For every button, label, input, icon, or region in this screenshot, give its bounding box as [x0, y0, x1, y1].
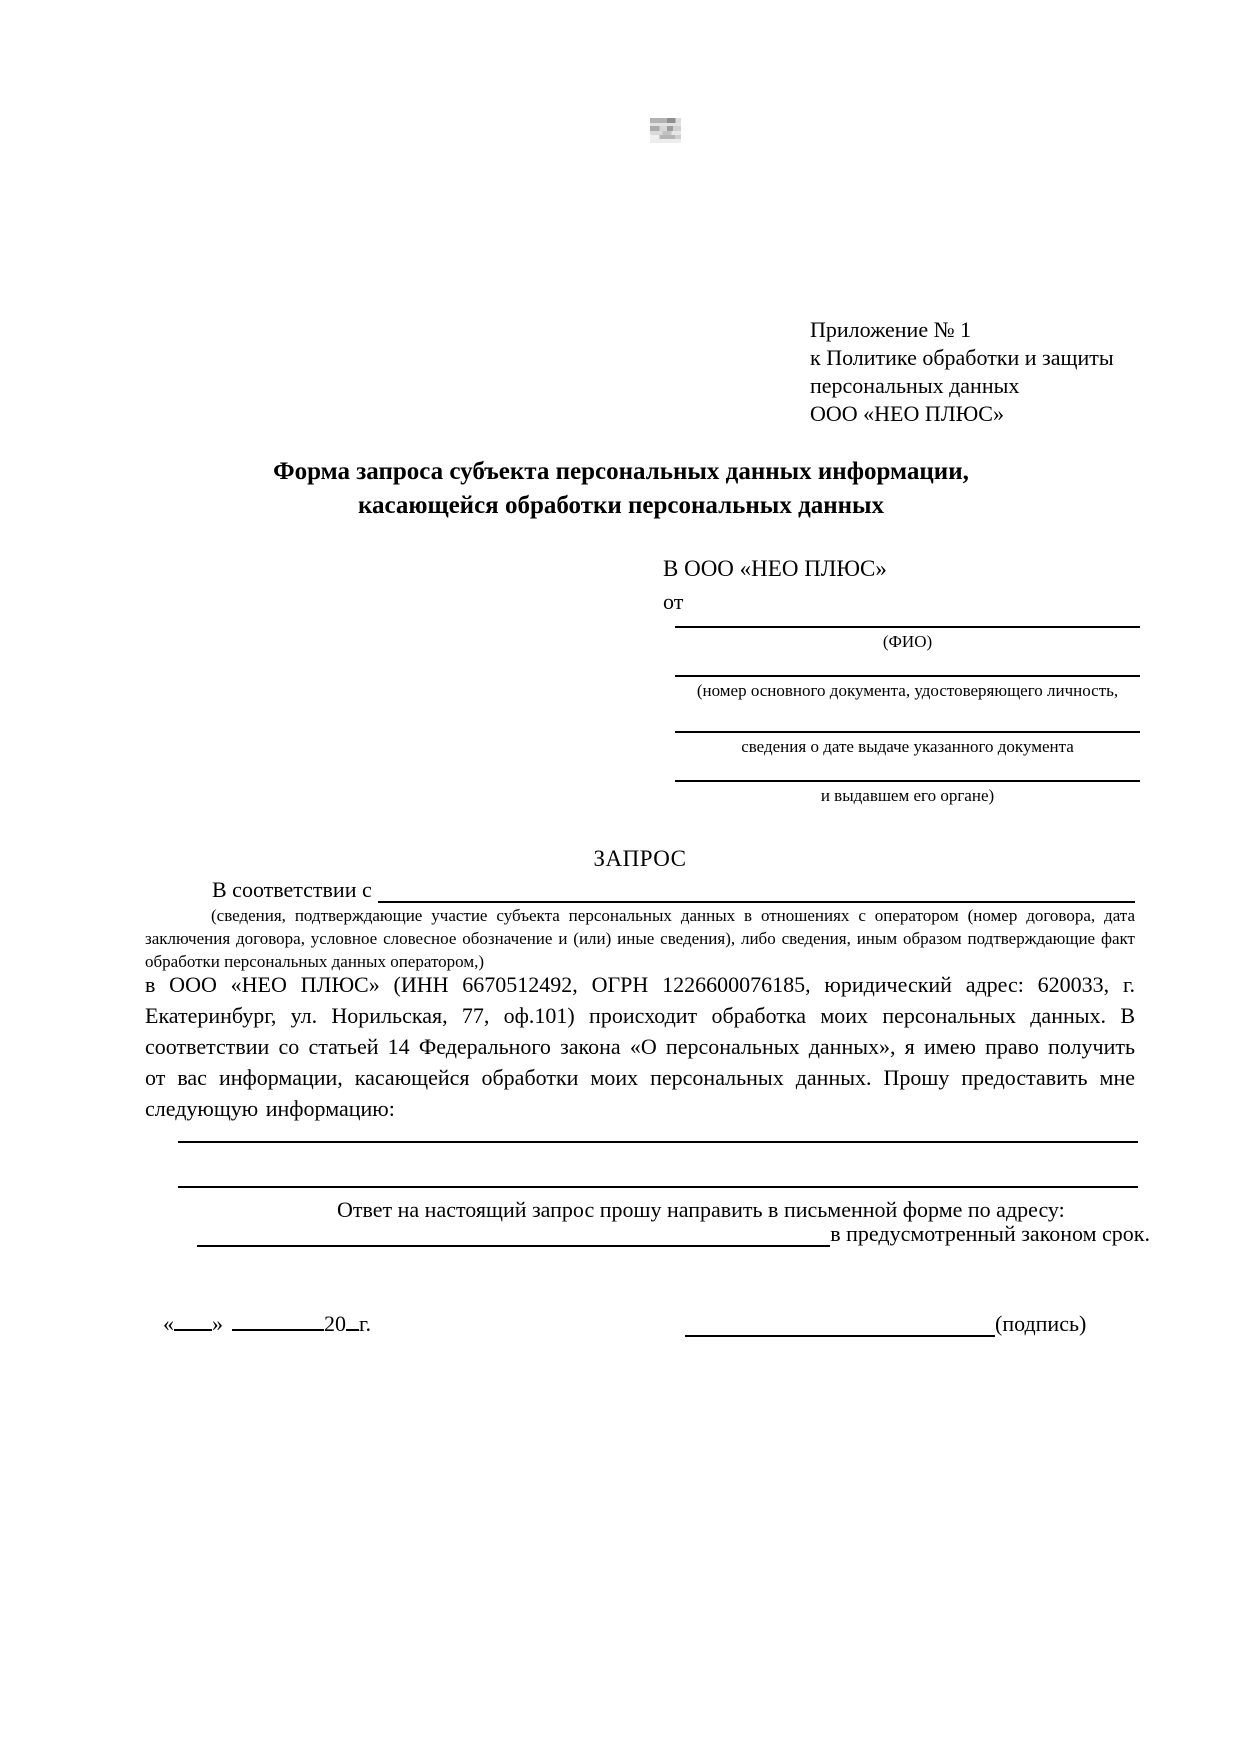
fio-caption: (ФИО)	[882, 632, 933, 651]
signature-line	[685, 1331, 995, 1337]
info-blank-line-2	[178, 1186, 1138, 1188]
doc-number-field-line	[675, 675, 1140, 677]
addressee-to: В ООО «НЕО ПЛЮС»	[663, 556, 887, 581]
intro-label: В соответствии с	[212, 877, 372, 902]
reply-deadline-row	[197, 1221, 1150, 1247]
document-logo-image	[650, 118, 681, 143]
fio-field-line	[675, 626, 1140, 628]
signature-caption: (подпись)	[995, 1311, 1087, 1336]
request-heading: ЗАПРОС	[593, 846, 687, 871]
date-field	[163, 1311, 371, 1337]
signature-row	[685, 1311, 1086, 1337]
annex-line: к Политике обработки и защиты	[810, 345, 1114, 370]
intro-blank-line	[378, 897, 1135, 903]
date-year-prefix: 20	[324, 1311, 346, 1336]
issue-org-field-line	[675, 780, 1140, 782]
page-title-line-2: касающейся обработки персональных данных	[357, 492, 885, 519]
reply-instruction: Ответ на настоящий запрос прошу направить в письменной форме по адресу:	[337, 1197, 1065, 1222]
annex-line: персональных данных	[810, 373, 1020, 398]
body-paragraph: в ООО «НЕО ПЛЮС» (ИНН 6670512492, ОГРН 1226600076185, юридический адрес: 620033, г. Екатеринбург, ул. Норильская, 77, оф.101) происходит обработка моих персональных данных. В соответствии со статьей 14 Федерального закона «О персональных данных», я имею право получить от вас информации, касающейся обработки моих персональных данных. Прошу предоставить мне следующую информацию:	[145, 972, 1135, 1121]
page-title	[0, 455, 1242, 523]
annex-line: Приложение № 1	[810, 317, 972, 342]
info-blank-line-1	[178, 1141, 1138, 1143]
issue-org-caption: и выдавшем его органе)	[820, 786, 995, 805]
reply-deadline-text: в предусмотренный законом срок.	[830, 1221, 1150, 1246]
page-title-line-1: Форма запроса субъекта персональных данных информации,	[273, 458, 969, 485]
date-quote-close: »	[212, 1311, 223, 1336]
date-month-blank	[232, 1311, 324, 1331]
intro-footnote: (сведения, подтверждающие участие субъекта персональных данных в отношениях с оператором (номер договора, дата заключения договора, условное словесное обозначение и (или) иные сведения), либо сведения, иным образом подтверждающие факт обработки персональных данных оператором,)	[145, 906, 1135, 971]
issue-date-field-line	[675, 731, 1140, 733]
issue-date-caption: сведения о дате выдаче указанного документа	[741, 737, 1074, 756]
date-quote-open: «	[163, 1311, 174, 1336]
addressee-from-label: от	[663, 589, 684, 614]
annex-block	[810, 316, 1114, 428]
address-blank-line	[197, 1241, 830, 1247]
date-year-blank	[346, 1311, 359, 1331]
date-year-suffix: г.	[359, 1311, 372, 1336]
date-day-blank	[174, 1311, 212, 1331]
doc-number-caption: (номер основного документа, удостоверяющего личность,	[696, 681, 1119, 700]
intro-row	[145, 877, 1135, 903]
annex-line: ООО «НЕО ПЛЮС»	[810, 401, 1004, 426]
